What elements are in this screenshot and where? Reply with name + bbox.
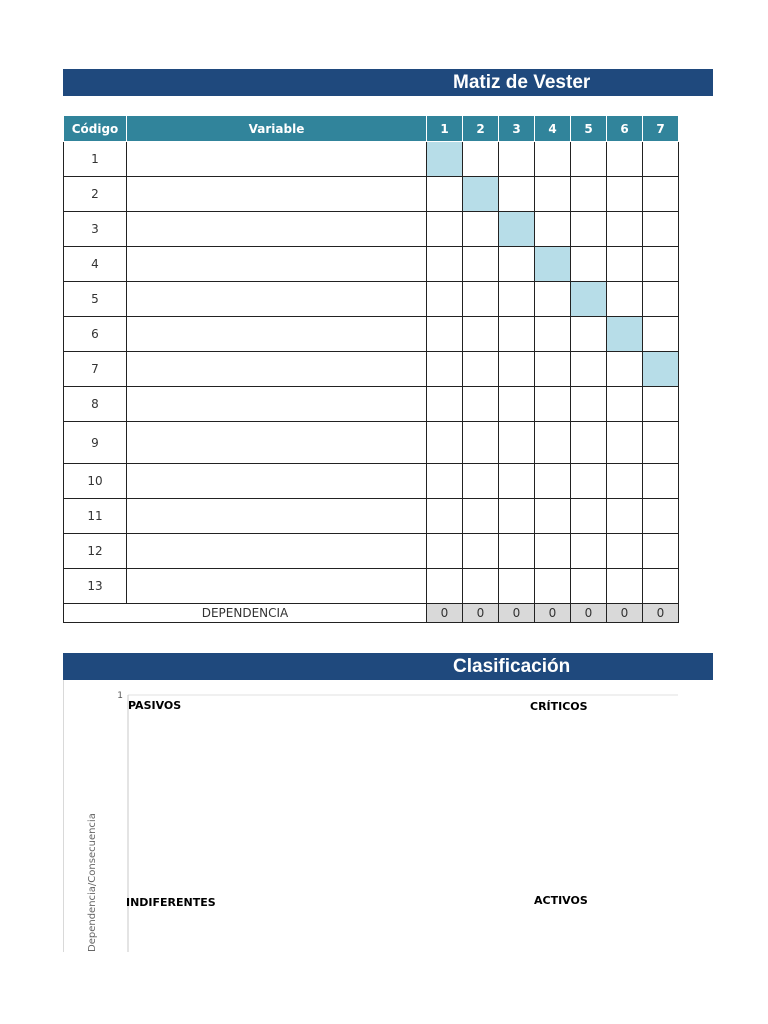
- page-title: Matiz de Vester: [453, 72, 591, 93]
- matrix-cell[interactable]: [607, 247, 643, 282]
- matrix-cell[interactable]: [463, 282, 499, 317]
- matrix-cell[interactable]: [571, 534, 607, 569]
- dependencia-label: DEPENDENCIA: [64, 604, 427, 623]
- matrix-cell[interactable]: [571, 499, 607, 534]
- table-row: [64, 387, 679, 422]
- matrix-cell[interactable]: [499, 569, 535, 604]
- matrix-cell[interactable]: [643, 422, 679, 464]
- dependencia-value: 0: [463, 604, 499, 623]
- matrix-cell[interactable]: [643, 569, 679, 604]
- matrix-cell[interactable]: [571, 352, 607, 387]
- matrix-cell[interactable]: [499, 534, 535, 569]
- matrix-cell[interactable]: [463, 212, 499, 247]
- row-code: 8: [64, 387, 127, 422]
- row-code: 4: [64, 247, 127, 282]
- header-col-3: 3: [499, 116, 535, 142]
- quadrant-label-indiferentes: INDIFERENTES: [126, 896, 216, 909]
- matrix-cell[interactable]: [643, 177, 679, 212]
- variable-cell[interactable]: [127, 422, 427, 464]
- row-code: 13: [64, 569, 127, 604]
- header-variable: Variable: [127, 116, 427, 142]
- matrix-cell[interactable]: [499, 387, 535, 422]
- matrix-cell[interactable]: [643, 499, 679, 534]
- classification-chart-svg: [64, 680, 678, 952]
- classification-chart: [63, 680, 678, 952]
- matrix-cell[interactable]: [499, 352, 535, 387]
- matrix-cell[interactable]: [643, 387, 679, 422]
- header-col-1: 1: [427, 116, 463, 142]
- matrix-cell[interactable]: [607, 282, 643, 317]
- matrix-cell[interactable]: [499, 177, 535, 212]
- matrix-cell[interactable]: [607, 464, 643, 499]
- row-code: 6: [64, 317, 127, 352]
- header-col-2: 2: [463, 116, 499, 142]
- table-row: [64, 317, 679, 352]
- matrix-cell[interactable]: [571, 177, 607, 212]
- matrix-cell[interactable]: [427, 212, 463, 247]
- dependencia-value: 0: [607, 604, 643, 623]
- matrix-cell[interactable]: [463, 534, 499, 569]
- matrix-cell[interactable]: [571, 212, 607, 247]
- matrix-cell[interactable]: [535, 352, 571, 387]
- variable-cell[interactable]: [127, 142, 427, 177]
- matrix-cell[interactable]: [643, 282, 679, 317]
- matrix-cell[interactable]: [463, 499, 499, 534]
- vester-matrix-table: [63, 115, 679, 623]
- row-code: 12: [64, 534, 127, 569]
- matrix-cell[interactable]: [607, 534, 643, 569]
- matrix-cell[interactable]: [571, 317, 607, 352]
- matrix-cell[interactable]: [463, 247, 499, 282]
- matrix-cell[interactable]: [571, 247, 607, 282]
- quadrant-label-activos: ACTIVOS: [534, 894, 588, 907]
- matrix-cell[interactable]: [427, 464, 463, 499]
- variable-cell[interactable]: [127, 212, 427, 247]
- matrix-cell[interactable]: [499, 317, 535, 352]
- matrix-cell[interactable]: [427, 282, 463, 317]
- matrix-cell[interactable]: [535, 317, 571, 352]
- row-code: 5: [64, 282, 127, 317]
- matrix-cell[interactable]: [607, 499, 643, 534]
- matrix-cell[interactable]: [427, 247, 463, 282]
- matrix-cell[interactable]: [427, 569, 463, 604]
- matrix-cell[interactable]: [535, 569, 571, 604]
- table-row: [64, 422, 679, 464]
- matrix-cell[interactable]: [499, 247, 535, 282]
- matrix-cell[interactable]: [463, 387, 499, 422]
- table-row: [64, 499, 679, 534]
- matrix-cell[interactable]: [607, 569, 643, 604]
- variable-cell[interactable]: [127, 352, 427, 387]
- y-axis-label: Dependencia/Consecuencia: [87, 813, 98, 952]
- row-code: 10: [64, 464, 127, 499]
- matrix-cell[interactable]: [643, 352, 679, 387]
- matrix-cell[interactable]: [607, 177, 643, 212]
- dependencia-row: [64, 604, 679, 623]
- row-code: 9: [64, 422, 127, 464]
- matrix-cell[interactable]: [535, 282, 571, 317]
- matrix-cell[interactable]: [607, 317, 643, 352]
- table-row: [64, 569, 679, 604]
- classification-title: Clasificación: [453, 656, 571, 677]
- matrix-cell[interactable]: [463, 317, 499, 352]
- matrix-cell[interactable]: [571, 464, 607, 499]
- matrix-cell[interactable]: [427, 534, 463, 569]
- variable-cell[interactable]: [127, 317, 427, 352]
- variable-cell[interactable]: [127, 247, 427, 282]
- table-row: [64, 282, 679, 317]
- matrix-cell[interactable]: [571, 282, 607, 317]
- matrix-cell[interactable]: [463, 464, 499, 499]
- matrix-cell[interactable]: [571, 422, 607, 464]
- matrix-cell[interactable]: [643, 464, 679, 499]
- title-banner: [63, 69, 713, 96]
- matrix-cell[interactable]: [463, 142, 499, 177]
- table-header-row: [64, 116, 679, 142]
- matrix-cell[interactable]: [535, 534, 571, 569]
- table-row: [64, 177, 679, 212]
- quadrant-label-criticos: CRÍTICOS: [530, 700, 588, 713]
- matrix-cell[interactable]: [499, 142, 535, 177]
- classification-banner: [63, 653, 713, 680]
- header-col-5: 5: [571, 116, 607, 142]
- row-code: 2: [64, 177, 127, 212]
- header-col-4: 4: [535, 116, 571, 142]
- variable-cell[interactable]: [127, 387, 427, 422]
- matrix-cell[interactable]: [535, 499, 571, 534]
- matrix-cell[interactable]: [427, 142, 463, 177]
- matrix-cell[interactable]: [643, 247, 679, 282]
- matrix-cell[interactable]: [607, 142, 643, 177]
- matrix-cell[interactable]: [643, 142, 679, 177]
- matrix-cell[interactable]: [535, 247, 571, 282]
- row-code: 1: [64, 142, 127, 177]
- matrix-cell[interactable]: [499, 464, 535, 499]
- matrix-cell[interactable]: [499, 422, 535, 464]
- matrix-cell[interactable]: [607, 387, 643, 422]
- dependencia-value: 0: [571, 604, 607, 623]
- quadrant-label-pasivos: PASIVOS: [128, 699, 182, 712]
- matrix-cell[interactable]: [427, 499, 463, 534]
- matrix-cell[interactable]: [499, 282, 535, 317]
- dependencia-value: 0: [427, 604, 463, 623]
- matrix-cell[interactable]: [463, 352, 499, 387]
- matrix-cell[interactable]: [427, 352, 463, 387]
- table-row: [64, 142, 679, 177]
- matrix-cell[interactable]: [427, 177, 463, 212]
- matrix-cell[interactable]: [643, 534, 679, 569]
- matrix-cell[interactable]: [499, 499, 535, 534]
- variable-cell[interactable]: [127, 499, 427, 534]
- dependencia-value: 0: [643, 604, 679, 623]
- matrix-cell[interactable]: [571, 387, 607, 422]
- matrix-cell[interactable]: [427, 317, 463, 352]
- row-code: 7: [64, 352, 127, 387]
- matrix-cell[interactable]: [571, 142, 607, 177]
- variable-cell[interactable]: [127, 464, 427, 499]
- matrix-cell[interactable]: [535, 422, 571, 464]
- table-row: [64, 352, 679, 387]
- y-tick-label: 1: [117, 691, 123, 701]
- row-code: 11: [64, 499, 127, 534]
- matrix-cell[interactable]: [535, 212, 571, 247]
- table-row: [64, 464, 679, 499]
- matrix-cell[interactable]: [535, 177, 571, 212]
- header-col-7: 7: [643, 116, 679, 142]
- matrix-cell[interactable]: [535, 387, 571, 422]
- matrix-cell[interactable]: [463, 177, 499, 212]
- matrix-cell[interactable]: [463, 422, 499, 464]
- matrix-cell[interactable]: [499, 212, 535, 247]
- dependencia-value: 0: [499, 604, 535, 623]
- matrix-cell[interactable]: [571, 569, 607, 604]
- matrix-cell[interactable]: [607, 422, 643, 464]
- matrix-cell[interactable]: [535, 142, 571, 177]
- table-row: [64, 247, 679, 282]
- matrix-cell[interactable]: [463, 569, 499, 604]
- matrix-cell[interactable]: [535, 464, 571, 499]
- matrix-cell[interactable]: [607, 352, 643, 387]
- variable-cell[interactable]: [127, 534, 427, 569]
- matrix-cell[interactable]: [427, 422, 463, 464]
- dependencia-value: 0: [535, 604, 571, 623]
- matrix-cell[interactable]: [427, 387, 463, 422]
- header-col-6: 6: [607, 116, 643, 142]
- row-code: 3: [64, 212, 127, 247]
- matrix-cell[interactable]: [607, 212, 643, 247]
- variable-cell[interactable]: [127, 282, 427, 317]
- matrix-cell[interactable]: [643, 317, 679, 352]
- header-code: Código: [64, 116, 127, 142]
- table-row: [64, 212, 679, 247]
- matrix-cell[interactable]: [643, 212, 679, 247]
- table-row: [64, 534, 679, 569]
- variable-cell[interactable]: [127, 569, 427, 604]
- variable-cell[interactable]: [127, 177, 427, 212]
